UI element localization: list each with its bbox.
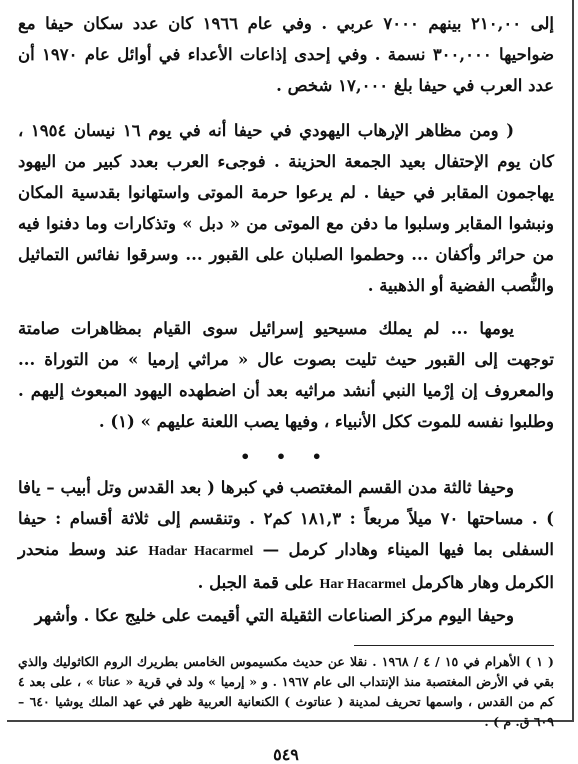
districts-text-c: على قمة الجبل .: [197, 573, 314, 592]
districts-text-b: عند وسط منحدر الكرمل وهار هاكرمل: [18, 540, 554, 592]
footnote: ( ١ ) الأهرام في ١٥ / ٤ / ١٩٦٨ . نقلا عن حديث مكسيموس الخامس بطريرك الروم الكاثوليك والذي بقي في الأرض المغتصبة منذ الإنتداب الى عام ١٩٦٧ . و « إرميا » ولد في قرية « عناتا » ، على بعد ٤ كم من القدس ، واسمها تحريف لمدينة ( عناتوث ) الكنعانية العربية ظهر في عهد الملك يوشيا ٦٤٠ – ٦٠٩ ق. م ) .: [18, 654, 554, 729]
paragraph-christian-protest: يومها ... لم يملك مسيحيو إسرائيل سوى القيام بمظاهرات صامتة توجهت إلى القبور حيث تليت بصوت عال « مراثي إرميا » من التوراة ... والمعروف إن إرْميا النبي أنشد مراثيه بعد أن اضطهده اليهود المبعوث إليهم . وطلبوا نفسه للموت ككل الأنبياء ، وفيها يصب اللعنة عليهم » (١) .: [18, 319, 554, 431]
document-page: [18, 8, 554, 764]
paragraph-population: إلى ٢١٠,٠٠ بينهم ٧٠٠٠ عربي . وفي عام ١٩٦٦ كان عدد سكان حيفا مع ضواحيها ٣٠٠,٠٠٠ نسمة . وفي إحدى إذاعات الأعداء في أوائل عام ١٩٧٠ أن عدد العرب في حيفا بلغ ١٧,٠٠٠ شخص .: [18, 14, 554, 95]
har-hacarmel-label: Har Hacarmel: [319, 577, 406, 592]
paragraph-haifa-districts: [18, 472, 554, 600]
page-number: ٥٤٩: [273, 744, 299, 764]
hadar-hacarmel-label: Hadar Hacarmel: [148, 544, 254, 559]
districts-text-a: وحيفا ثالثة مدن القسم المغتصب في كبرها ( بعد القدس وتل أبيب – يافا ) . مساحتها ٧٠ ميلاً مربعاً : ١٨١,٣ كم٢ . وتنقسم إلى ثلاثة أقسام : حيفا السفلى بما فيها الميناء وهادار كرمل —: [18, 478, 554, 559]
paragraph-industry: وحيفا اليوم مركز الصناعات الثقيلة التي أقيمت على خليج عكا . وأشهر: [34, 606, 514, 625]
section-separator: • • •: [240, 447, 332, 466]
paragraph-cemetery-attack: ( ومن مظاهر الإرهاب اليهودي في حيفا أنه في يوم ١٦ نيسان ١٩٥٤ ، كان يوم الإحتفال بعيد الجمعة الحزينة . فوجىء العرب بعدد كبير من اليهود يهاجمون المقابر في حيفا . لم يرعوا حرمة الموتى واستهانوا بقدسية المكان ونبشوا المقابر وسلبوا ما دفن مع الموتى من « دبل » وتذكارات وما دفنوا فيه من حرائر وأكفان ... وحطموا الصلبان على القبور ... وسرقوا نفائس التماثيل والنُّصب الفضية أو الذهبية .: [18, 121, 554, 295]
footnote-divider: [354, 645, 554, 646]
